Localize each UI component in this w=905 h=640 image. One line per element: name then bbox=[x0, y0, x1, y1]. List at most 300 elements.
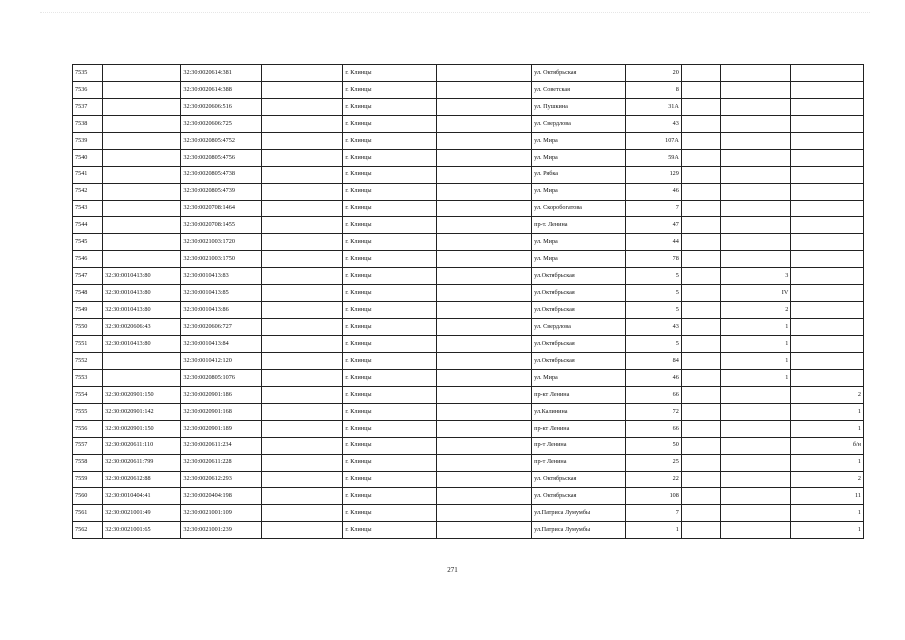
row-number-cell: 7555 bbox=[73, 403, 103, 420]
old-cadastral-cell bbox=[103, 352, 181, 369]
cadastral-number-cell: 32:30:0021001:239 bbox=[181, 522, 261, 539]
house-number-cell: 108 bbox=[625, 488, 681, 505]
room-cell bbox=[791, 132, 864, 149]
empty-cell bbox=[437, 268, 532, 285]
apartment-cell bbox=[720, 403, 790, 420]
table-row bbox=[73, 386, 864, 403]
city-cell: г. Клинцы bbox=[343, 200, 437, 217]
city-cell: г. Клинцы bbox=[343, 166, 437, 183]
city-cell: г. Клинцы bbox=[343, 437, 437, 454]
table-row bbox=[73, 251, 864, 268]
cadastral-number-cell: 32:30:0020614:381 bbox=[181, 65, 261, 82]
city-cell: г. Клинцы bbox=[343, 505, 437, 522]
old-cadastral-cell: 32:30:0010404:41 bbox=[103, 488, 181, 505]
empty-cell bbox=[261, 488, 343, 505]
street-cell: ул. Октябрьская bbox=[532, 488, 626, 505]
empty-cell bbox=[681, 403, 720, 420]
room-cell bbox=[791, 369, 864, 386]
apartment-cell bbox=[720, 420, 790, 437]
empty-cell bbox=[437, 420, 532, 437]
empty-cell bbox=[681, 454, 720, 471]
empty-cell bbox=[681, 336, 720, 353]
city-cell: г. Клинцы bbox=[343, 183, 437, 200]
street-cell: пр-т Ленина bbox=[532, 437, 626, 454]
old-cadastral-cell: 32:30:0020612:88 bbox=[103, 471, 181, 488]
row-number-cell: 7547 bbox=[73, 268, 103, 285]
row-number-cell: 7554 bbox=[73, 386, 103, 403]
empty-cell bbox=[681, 386, 720, 403]
room-cell bbox=[791, 200, 864, 217]
room-cell bbox=[791, 336, 864, 353]
house-number-cell: 20 bbox=[625, 65, 681, 82]
empty-cell bbox=[437, 352, 532, 369]
row-number-cell: 7538 bbox=[73, 115, 103, 132]
city-cell: г. Клинцы bbox=[343, 302, 437, 319]
old-cadastral-cell: 32:30:0010413:80 bbox=[103, 302, 181, 319]
house-number-cell: 22 bbox=[625, 471, 681, 488]
empty-cell bbox=[261, 183, 343, 200]
house-number-cell: 59А bbox=[625, 149, 681, 166]
cadastral-number-cell: 32:30:0020606:516 bbox=[181, 98, 261, 115]
apartment-cell bbox=[720, 115, 790, 132]
city-cell: г. Клинцы bbox=[343, 488, 437, 505]
table-row bbox=[73, 115, 864, 132]
street-cell: ул. Советская bbox=[532, 81, 626, 98]
old-cadastral-cell bbox=[103, 132, 181, 149]
house-number-cell: 43 bbox=[625, 115, 681, 132]
row-number-cell: 7543 bbox=[73, 200, 103, 217]
house-number-cell: 1 bbox=[625, 522, 681, 539]
house-number-cell: 47 bbox=[625, 217, 681, 234]
old-cadastral-cell bbox=[103, 149, 181, 166]
row-number-cell: 7562 bbox=[73, 522, 103, 539]
table-row bbox=[73, 403, 864, 420]
row-number-cell: 7548 bbox=[73, 285, 103, 302]
cadastral-number-cell: 32:30:0020708:1464 bbox=[181, 200, 261, 217]
table-row bbox=[73, 319, 864, 336]
street-cell: ул.Патриса Лумумбы bbox=[532, 505, 626, 522]
street-cell: ул. Мира bbox=[532, 234, 626, 251]
empty-cell bbox=[437, 217, 532, 234]
house-number-cell: 66 bbox=[625, 386, 681, 403]
page-number: 271 bbox=[447, 566, 458, 574]
row-number-cell: 7546 bbox=[73, 251, 103, 268]
row-number-cell: 7552 bbox=[73, 352, 103, 369]
room-cell: 2 bbox=[791, 386, 864, 403]
empty-cell bbox=[681, 166, 720, 183]
empty-cell bbox=[261, 132, 343, 149]
street-cell: ул. Свердлова bbox=[532, 319, 626, 336]
old-cadastral-cell bbox=[103, 217, 181, 234]
street-cell: пр-кт Ленина bbox=[532, 386, 626, 403]
city-cell: г. Клинцы bbox=[343, 420, 437, 437]
cadastral-number-cell: 32:30:0020805:4756 bbox=[181, 149, 261, 166]
empty-cell bbox=[681, 132, 720, 149]
cadastral-number-cell: 32:30:0020611:228 bbox=[181, 454, 261, 471]
empty-cell bbox=[681, 251, 720, 268]
apartment-cell bbox=[720, 200, 790, 217]
street-cell: ул.Октябрьская bbox=[532, 336, 626, 353]
apartment-cell bbox=[720, 386, 790, 403]
house-number-cell: 107А bbox=[625, 132, 681, 149]
house-number-cell: 31А bbox=[625, 98, 681, 115]
empty-cell bbox=[437, 386, 532, 403]
table-row bbox=[73, 471, 864, 488]
apartment-cell bbox=[720, 471, 790, 488]
old-cadastral-cell: 32:30:0020611:799 bbox=[103, 454, 181, 471]
empty-cell bbox=[681, 522, 720, 539]
old-cadastral-cell: 32:30:0010413:80 bbox=[103, 268, 181, 285]
empty-cell bbox=[261, 403, 343, 420]
street-cell: ул. Пушкина bbox=[532, 98, 626, 115]
city-cell: г. Клинцы bbox=[343, 285, 437, 302]
cadastral-number-cell: 32:30:0020606:725 bbox=[181, 115, 261, 132]
city-cell: г. Клинцы bbox=[343, 98, 437, 115]
city-cell: г. Клинцы bbox=[343, 234, 437, 251]
city-cell: г. Клинцы bbox=[343, 217, 437, 234]
apartment-cell bbox=[720, 522, 790, 539]
apartment-cell bbox=[720, 65, 790, 82]
row-number-cell: 7559 bbox=[73, 471, 103, 488]
house-number-cell: 7 bbox=[625, 505, 681, 522]
empty-cell bbox=[261, 251, 343, 268]
cadastral-number-cell: 32:30:0020805:1076 bbox=[181, 369, 261, 386]
house-number-cell: 7 bbox=[625, 200, 681, 217]
apartment-cell: 3 bbox=[720, 268, 790, 285]
house-number-cell: 5 bbox=[625, 336, 681, 353]
street-cell: ул. Скоробогатова bbox=[532, 200, 626, 217]
empty-cell bbox=[261, 369, 343, 386]
house-number-cell: 43 bbox=[625, 319, 681, 336]
cadastral-number-cell: 32:30:0020708:1455 bbox=[181, 217, 261, 234]
city-cell: г. Клинцы bbox=[343, 65, 437, 82]
empty-cell bbox=[681, 437, 720, 454]
empty-cell bbox=[681, 217, 720, 234]
cadastral-number-cell: 32:30:0020606:727 bbox=[181, 319, 261, 336]
apartment-cell: 1 bbox=[720, 336, 790, 353]
empty-cell bbox=[681, 302, 720, 319]
street-cell: пр-кт Ленина bbox=[532, 420, 626, 437]
empty-cell bbox=[261, 234, 343, 251]
cadastral-number-cell: 32:30:0020404:198 bbox=[181, 488, 261, 505]
apartment-cell bbox=[720, 251, 790, 268]
empty-cell bbox=[681, 234, 720, 251]
old-cadastral-cell: 32:30:0020611:110 bbox=[103, 437, 181, 454]
house-number-cell: 5 bbox=[625, 285, 681, 302]
empty-cell bbox=[681, 81, 720, 98]
cadastral-number-cell: 32:30:0020901:168 bbox=[181, 403, 261, 420]
cadastral-number-cell: 32:30:0020611:234 bbox=[181, 437, 261, 454]
city-cell: г. Клинцы bbox=[343, 471, 437, 488]
table-row bbox=[73, 268, 864, 285]
cadastral-number-cell: 32:30:0010413:86 bbox=[181, 302, 261, 319]
empty-cell bbox=[437, 403, 532, 420]
old-cadastral-cell: 32:30:0010413:80 bbox=[103, 285, 181, 302]
empty-cell bbox=[681, 352, 720, 369]
room-cell bbox=[791, 285, 864, 302]
house-number-cell: 66 bbox=[625, 420, 681, 437]
street-cell: ул.Октябрьская bbox=[532, 352, 626, 369]
table-row bbox=[73, 285, 864, 302]
old-cadastral-cell bbox=[103, 166, 181, 183]
apartment-cell bbox=[720, 183, 790, 200]
street-cell: ул.Октябрьская bbox=[532, 268, 626, 285]
row-number-cell: 7553 bbox=[73, 369, 103, 386]
empty-cell bbox=[261, 166, 343, 183]
table-row bbox=[73, 81, 864, 98]
house-number-cell: 46 bbox=[625, 183, 681, 200]
room-cell: 11 bbox=[791, 488, 864, 505]
city-cell: г. Клинцы bbox=[343, 319, 437, 336]
empty-cell bbox=[681, 471, 720, 488]
empty-cell bbox=[261, 386, 343, 403]
table-row bbox=[73, 217, 864, 234]
empty-cell bbox=[437, 81, 532, 98]
table-row bbox=[73, 488, 864, 505]
row-number-cell: 7536 bbox=[73, 81, 103, 98]
row-number-cell: 7542 bbox=[73, 183, 103, 200]
empty-cell bbox=[681, 149, 720, 166]
empty-cell bbox=[261, 352, 343, 369]
room-cell bbox=[791, 302, 864, 319]
empty-cell bbox=[681, 319, 720, 336]
house-number-cell: 129 bbox=[625, 166, 681, 183]
apartment-cell: 1 bbox=[720, 319, 790, 336]
house-number-cell: 5 bbox=[625, 268, 681, 285]
row-number-cell: 7537 bbox=[73, 98, 103, 115]
empty-cell bbox=[681, 285, 720, 302]
table-row bbox=[73, 336, 864, 353]
old-cadastral-cell: 32:30:0021001:49 bbox=[103, 505, 181, 522]
empty-cell bbox=[261, 336, 343, 353]
empty-cell bbox=[261, 200, 343, 217]
street-cell: пр-т. Ленина bbox=[532, 217, 626, 234]
street-cell: ул. Мира bbox=[532, 149, 626, 166]
old-cadastral-cell bbox=[103, 183, 181, 200]
row-number-cell: 7541 bbox=[73, 166, 103, 183]
row-number-cell: 7540 bbox=[73, 149, 103, 166]
empty-cell bbox=[681, 369, 720, 386]
apartment-cell: 2 bbox=[720, 302, 790, 319]
room-cell: 1 bbox=[791, 522, 864, 539]
table-row bbox=[73, 369, 864, 386]
cadastral-number-cell: 32:30:0010412:120 bbox=[181, 352, 261, 369]
row-number-cell: 7544 bbox=[73, 217, 103, 234]
city-cell: г. Клинцы bbox=[343, 251, 437, 268]
apartment-cell: 1 bbox=[720, 352, 790, 369]
table-row bbox=[73, 505, 864, 522]
empty-cell bbox=[437, 369, 532, 386]
empty-cell bbox=[261, 471, 343, 488]
old-cadastral-cell: 32:30:0010413:80 bbox=[103, 336, 181, 353]
apartment-cell bbox=[720, 488, 790, 505]
old-cadastral-cell: 32:30:0020901:142 bbox=[103, 403, 181, 420]
city-cell: г. Клинцы bbox=[343, 115, 437, 132]
city-cell: г. Клинцы bbox=[343, 454, 437, 471]
cadastral-number-cell: 32:30:0010413:83 bbox=[181, 268, 261, 285]
empty-cell bbox=[437, 285, 532, 302]
apartment-cell bbox=[720, 234, 790, 251]
empty-cell bbox=[437, 65, 532, 82]
old-cadastral-cell bbox=[103, 98, 181, 115]
row-number-cell: 7535 bbox=[73, 65, 103, 82]
empty-cell bbox=[261, 81, 343, 98]
apartment-cell: 1 bbox=[720, 369, 790, 386]
room-cell bbox=[791, 98, 864, 115]
room-cell bbox=[791, 268, 864, 285]
empty-cell bbox=[681, 183, 720, 200]
apartment-cell bbox=[720, 149, 790, 166]
empty-cell bbox=[261, 65, 343, 82]
street-cell: пр-т Ленина bbox=[532, 454, 626, 471]
house-number-cell: 8 bbox=[625, 81, 681, 98]
table-row bbox=[73, 166, 864, 183]
row-number-cell: 7556 bbox=[73, 420, 103, 437]
empty-cell bbox=[261, 149, 343, 166]
apartment-cell bbox=[720, 98, 790, 115]
row-number-cell: 7557 bbox=[73, 437, 103, 454]
room-cell: 1 bbox=[791, 420, 864, 437]
cadastral-number-cell: 32:30:0020612:293 bbox=[181, 471, 261, 488]
table-row bbox=[73, 420, 864, 437]
row-number-cell: 7550 bbox=[73, 319, 103, 336]
city-cell: г. Клинцы bbox=[343, 369, 437, 386]
room-cell bbox=[791, 183, 864, 200]
city-cell: г. Клинцы bbox=[343, 522, 437, 539]
house-number-cell: 78 bbox=[625, 251, 681, 268]
city-cell: г. Клинцы bbox=[343, 81, 437, 98]
city-cell: г. Клинцы bbox=[343, 132, 437, 149]
empty-cell bbox=[437, 149, 532, 166]
street-cell: ул.Патриса Лумумбы bbox=[532, 522, 626, 539]
old-cadastral-cell bbox=[103, 200, 181, 217]
old-cadastral-cell bbox=[103, 65, 181, 82]
empty-cell bbox=[261, 268, 343, 285]
row-number-cell: 7539 bbox=[73, 132, 103, 149]
room-cell bbox=[791, 217, 864, 234]
street-cell: ул. Мира bbox=[532, 132, 626, 149]
room-cell bbox=[791, 352, 864, 369]
room-cell bbox=[791, 319, 864, 336]
old-cadastral-cell: 32:30:0020901:150 bbox=[103, 420, 181, 437]
table-row bbox=[73, 352, 864, 369]
row-number-cell: 7545 bbox=[73, 234, 103, 251]
house-number-cell: 5 bbox=[625, 302, 681, 319]
empty-cell bbox=[261, 454, 343, 471]
row-number-cell: 7561 bbox=[73, 505, 103, 522]
room-cell bbox=[791, 65, 864, 82]
cadastral-number-cell: 32:30:0021003:1720 bbox=[181, 234, 261, 251]
row-number-cell: 7551 bbox=[73, 336, 103, 353]
row-number-cell: 7558 bbox=[73, 454, 103, 471]
old-cadastral-cell: 32:30:0020606:43 bbox=[103, 319, 181, 336]
empty-cell bbox=[261, 217, 343, 234]
empty-cell bbox=[437, 319, 532, 336]
cadastral-number-cell: 32:30:0020614:388 bbox=[181, 81, 261, 98]
empty-cell bbox=[437, 98, 532, 115]
cadastral-number-cell: 32:30:0020901:186 bbox=[181, 386, 261, 403]
empty-cell bbox=[437, 522, 532, 539]
empty-cell bbox=[681, 505, 720, 522]
table-row bbox=[73, 454, 864, 471]
old-cadastral-cell bbox=[103, 234, 181, 251]
street-cell: ул. Мира bbox=[532, 183, 626, 200]
house-number-cell: 50 bbox=[625, 437, 681, 454]
room-cell bbox=[791, 234, 864, 251]
empty-cell bbox=[681, 488, 720, 505]
table-row bbox=[73, 65, 864, 82]
room-cell: б/н bbox=[791, 437, 864, 454]
apartment-cell bbox=[720, 217, 790, 234]
cadastral-number-cell: 32:30:0020901:189 bbox=[181, 420, 261, 437]
room-cell: 1 bbox=[791, 454, 864, 471]
room-cell bbox=[791, 251, 864, 268]
empty-cell bbox=[261, 115, 343, 132]
scan-artifact-line bbox=[40, 12, 870, 23]
registry-table bbox=[72, 64, 864, 539]
empty-cell bbox=[437, 183, 532, 200]
apartment-cell bbox=[720, 437, 790, 454]
house-number-cell: 84 bbox=[625, 352, 681, 369]
house-number-cell: 46 bbox=[625, 369, 681, 386]
cadastral-number-cell: 32:30:0021001:109 bbox=[181, 505, 261, 522]
old-cadastral-cell: 32:30:0020901:150 bbox=[103, 386, 181, 403]
empty-cell bbox=[261, 522, 343, 539]
apartment-cell bbox=[720, 132, 790, 149]
row-number-cell: 7549 bbox=[73, 302, 103, 319]
house-number-cell: 25 bbox=[625, 454, 681, 471]
apartment-cell bbox=[720, 454, 790, 471]
city-cell: г. Клинцы bbox=[343, 268, 437, 285]
empty-cell bbox=[437, 115, 532, 132]
cadastral-number-cell: 32:30:0010413:85 bbox=[181, 285, 261, 302]
empty-cell bbox=[681, 420, 720, 437]
city-cell: г. Клинцы bbox=[343, 149, 437, 166]
empty-cell bbox=[261, 285, 343, 302]
table-row bbox=[73, 98, 864, 115]
street-cell: ул.Октябрьская bbox=[532, 302, 626, 319]
empty-cell bbox=[681, 268, 720, 285]
house-number-cell: 44 bbox=[625, 234, 681, 251]
cadastral-number-cell: 32:30:0020805:4752 bbox=[181, 132, 261, 149]
empty-cell bbox=[437, 251, 532, 268]
room-cell: 1 bbox=[791, 403, 864, 420]
table-row bbox=[73, 302, 864, 319]
empty-cell bbox=[261, 98, 343, 115]
room-cell: 2 bbox=[791, 471, 864, 488]
apartment-cell bbox=[720, 81, 790, 98]
street-cell: ул. Свердлова bbox=[532, 115, 626, 132]
empty-cell bbox=[437, 471, 532, 488]
city-cell: г. Клинцы bbox=[343, 386, 437, 403]
city-cell: г. Клинцы bbox=[343, 352, 437, 369]
street-cell: ул.Октябрьская bbox=[532, 285, 626, 302]
empty-cell bbox=[261, 420, 343, 437]
table-row bbox=[73, 200, 864, 217]
registry-rows bbox=[73, 65, 864, 539]
table-row bbox=[73, 132, 864, 149]
row-number-cell: 7560 bbox=[73, 488, 103, 505]
empty-cell bbox=[437, 454, 532, 471]
house-number-cell: 72 bbox=[625, 403, 681, 420]
cadastral-number-cell: 32:30:0020805:4739 bbox=[181, 183, 261, 200]
street-cell: ул. Октябрьская bbox=[532, 65, 626, 82]
old-cadastral-cell bbox=[103, 251, 181, 268]
empty-cell bbox=[261, 505, 343, 522]
cadastral-number-cell: 32:30:0010413:84 bbox=[181, 336, 261, 353]
empty-cell bbox=[261, 319, 343, 336]
street-cell: ул. Октябрьская bbox=[532, 471, 626, 488]
